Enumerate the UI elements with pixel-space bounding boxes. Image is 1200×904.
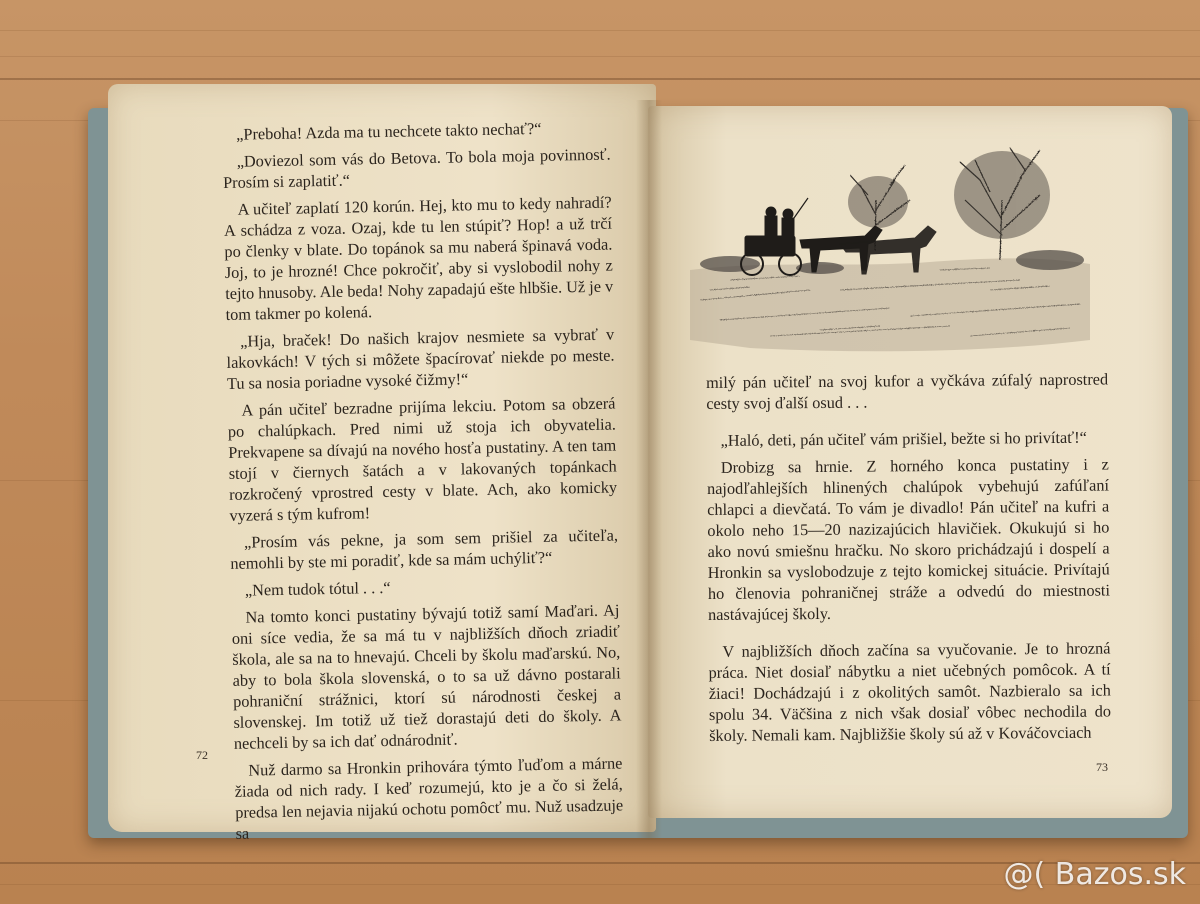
- left-page-number: 72: [196, 748, 208, 762]
- paragraph: Nuž darmo sa Hronkin prihovára týmto ľuďom a márne žiada od nich rady. I keď rozumejú, kto je a čo si želá, predsa len nejavia nijakú ochotu pomôcť mu. Nuž usadzuje sa: [234, 753, 624, 843]
- bazos-watermark: @( Bazos.sk: [1003, 857, 1186, 892]
- horse-carriage-illustration: [690, 140, 1090, 358]
- paragraph: milý pán učiteľ na svoj kufor a vyčkáva zúfalý naprostred cesty svoj ďalší osud . . .: [706, 369, 1109, 413]
- paragraph: Na tomto konci pustatiny bývajú totiž samí Maďari. Aj oni síce vedia, že sa má tu v najbližších dňoch zriadiť škola, ale sa na to hnevajú. Chceli by školu maďarskú. No, aby to bola škola slovenská, o to sa už dávno postarali pohraniční strážnici, ktorí sú národnosti českej a slovenskej. Im totiž už tiež dorastajú deti do školy. A nechceli by sa ich dať odnárodniť.: [231, 600, 622, 753]
- paragraph: V najbližších dňoch začína sa vyučovanie. Je to hrozná práca. Niet dosiaľ nábytku a niet učebných pomôcok. A tí žiaci! Dochádzajú i z okolitých samôt. Nazbieralo sa ich spolu 34. Väčšina z nich však dosiaľ vôbec nechodila do školy. Nemali kam. Najbližšie školy sú až v Kováčovciach: [708, 638, 1112, 745]
- right-page-text: [706, 368, 1111, 751]
- right-page-number: 73: [1096, 760, 1108, 774]
- paragraph: „Haló, deti, pán učiteľ vám prišiel, bežte si ho privítať!“: [720, 427, 1087, 450]
- paragraph: „Prosím vás pekne, ja som sem prišiel za učiteľa, nemohli by ste mi poradiť, kde sa mám uchýliť?“: [230, 525, 619, 573]
- paragraph: „Nem tudok tótul . . .“: [244, 577, 391, 600]
- paragraph: A učiteľ zaplatí 120 korún. Hej, kto mu to kedy nahradí? A schádza z voza. Ozaj, kde tu len stúpiť? Hop! a už trčí po členky v blate. Do topánok sa mu naberá špinavá voda. Joj, to je hrozné! Chce pokročiť, aby si vyslobodil nohy z tejto hnusoby. Ale beda! Nohy zapadajú ešte hlbšie. Už je v tom takmer po kolená.: [223, 192, 614, 324]
- paragraph: „Preboha! Azda ma tu nechcete takto nechať?“: [236, 118, 542, 144]
- book-gutter: [636, 100, 662, 840]
- paragraph: A pán učiteľ bezradne prijíma lekciu. Potom sa obzerá po chalúpkach. Pred nimi už stoja ich obyvatelia. Prekvapene sa dívajú na nového hosťa pustatiny. A ten tam stojí v čiernych šatách a v lakovaných topánkach rozkročený vprostred cesty v blate. Ach, ako komicky vyzerá s tým kufrom!: [227, 393, 618, 525]
- paragraph: Drobizg sa hrnie. Z horného konca pustatiny i z najodľahlejších hlinených chalúpok vybehujú zafúľaní chlapci a dievčatá. To vám je divadlo! Pán učiteľ na kufri a okolo neho 15—20 nazizajúcich hlavičiek. Okukujú si ho ako novú smiešnu hračku. No skoro prichádzajú i dospelí a Hronkin sa vyslobodzuje z tejto komickej situácie. Privítajú ho členovia pohraničnej stráže a odvedú do miestnosti nastávajúcej školy.: [706, 454, 1111, 624]
- left-page-text: [222, 117, 624, 850]
- paragraph: „Hja, braček! Do našich krajov nesmiete sa vybrať v lakovkách! V tých si môžete špacírovať niekde po meste. Tu sa nosia poriadne vysoké čižmy!“: [226, 324, 615, 393]
- paragraph: „Doviezol som vás do Betova. To bola moja povinnosť. Prosím si zaplatiť.“: [222, 144, 611, 192]
